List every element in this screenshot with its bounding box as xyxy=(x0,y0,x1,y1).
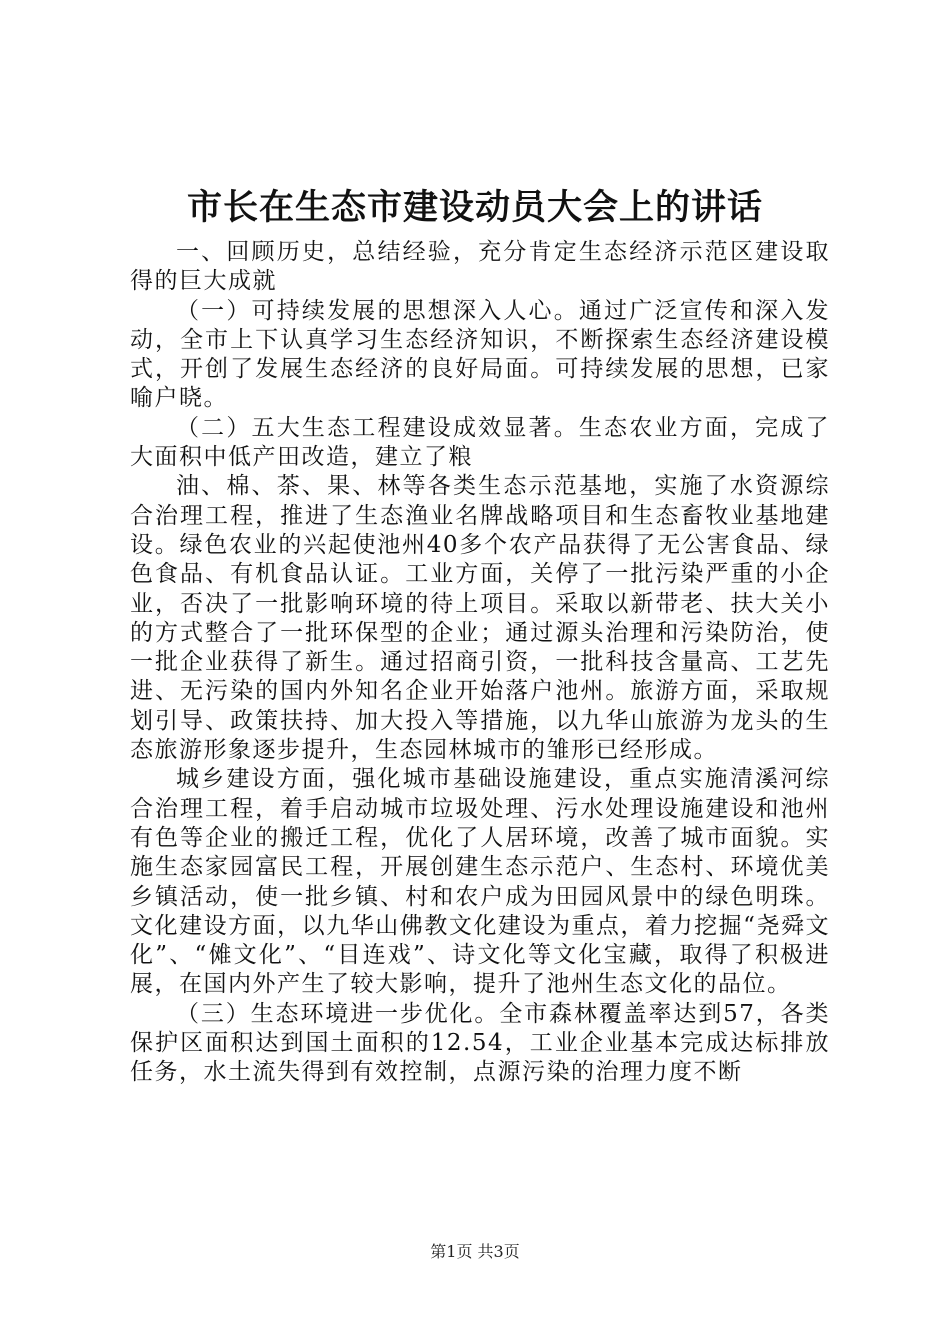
paragraph-section-one-heading: 一、回顾历史，总结经验，充分肯定生态经济示范区建设取得的巨大成就 xyxy=(130,239,830,295)
document-body xyxy=(130,238,830,1088)
document-title: 市长在生态市建设动员大会上的讲话 xyxy=(186,187,763,228)
paragraph-sustainable-development: （一）可持续发展的思想深入人心。通过广泛宣传和深入发动，全市上下认真学习生态经济知识，不断探索生态经济建设模式，开创了发展生态经济的良好局面。可持续发展的思想，已家喻户晓。 xyxy=(130,297,830,412)
paragraph-urban-rural-culture: 城乡建设方面，强化城市基础设施建设，重点实施清溪河综合治理工程，着手启动城市垃圾处理、污水处理设施建设和池州有色等企业的搬迁工程，优化了人居环境，改善了城市面貌。实施生态家园富民工程，开展创建生态示范户、生态村、环境优美乡镇活动，使一批乡镇、村和农户成为田园风景中的绿色明珠。文化建设方面，以九华山佛教文化建设为重点，着力挖掘“尧舜文化”、“傩文化”、“目连戏”、诗文化等文化宝藏，取得了积极进展，在国内外产生了较大影响，提升了池州生态文化的品位。 xyxy=(130,766,830,998)
page-number-footer: 第1页 共3页 xyxy=(430,1242,520,1261)
paragraph-agriculture-industry-tourism: 油、棉、茶、果、林等各类生态示范基地，实施了水资源综合治理工程，推进了生态渔业名牌战略项目和生态畜牧业基地建设。绿色农业的兴起使池州40多个农产品获得了无公害食品、绿色食品、有机食品认证。工业方面，关停了一批污染严重的小企业，否决了一批影响环境的待上项目。采取以新带老、扶大关小的方式整合了一批环保型的企业；通过源头治理和污染防治，使一批企业获得了新生。通过招商引资，一批科技含量高、工艺先进、无污染的国内外知名企业开始落户池州。旅游方面，采取规划引导、政策扶持、加大投入等措施，以九华山旅游为龙头的生态旅游形象逐步提升，生态园林城市的雏形已经形成。 xyxy=(130,473,830,764)
paragraph-five-ecological-projects: （二）五大生态工程建设成效显著。生态农业方面，完成了大面积中低产田改造，建立了粮 xyxy=(130,414,830,471)
paragraph-environment-optimization: （三）生态环境进一步优化。全市森林覆盖率达到57，各类保护区面积达到国土面积的12.54，工业企业基本完成达标排放任务，水土流失得到有效控制，点源污染的治理力度不断 xyxy=(130,1000,830,1086)
